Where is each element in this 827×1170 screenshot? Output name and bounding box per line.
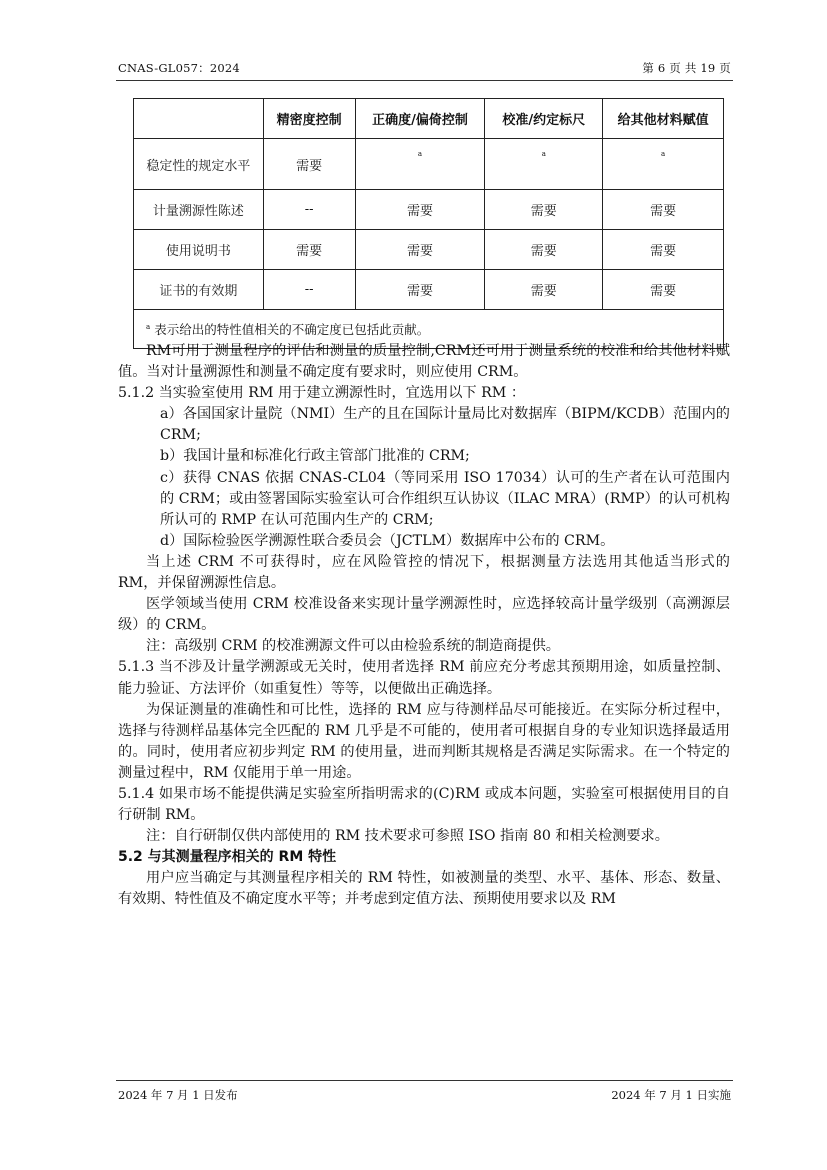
col-header-precision: 精密度控制: [263, 99, 355, 139]
row-label: 证书的有效期: [134, 270, 264, 310]
paragraph: RM可用于测量程序的评估和测量的质量控制,CRM还可用于测量系统的校准和给其他材料赋值。当对计量溯源性和测量不确定度有要求时，则应使用 CRM。: [118, 343, 730, 381]
footnote-text: 表示给出的特性值相关的不确定度已包括此贡献。: [154, 322, 430, 337]
table-cell: 需要: [603, 230, 724, 270]
table-cell: 需要: [355, 230, 485, 270]
header-doc-id: CNAS-GL057：2024: [118, 61, 240, 75]
table-cell: 需要: [603, 190, 724, 230]
clause-5-1-2: 5.1.2 当实验室使用 RM 用于建立溯源性时，宜选用以下 RM ：: [118, 385, 526, 402]
footer-rule: [116, 1080, 733, 1081]
table-cell: --: [263, 190, 355, 230]
footnote-mark-cell: a: [603, 139, 724, 190]
paragraph: 为保证测量的准确性和可比性，选择的 RM 应与待测样品尽可能接近。在实际分析过程中，选择与待测样品基体完全匹配的 RM 几乎是不可能的，使用者可根据自身的专业知识选择最适用的。同时，使用者应初步判定 RM 的使用量，进而判断其规格是否满足实际需求。在一个特定的测量过程中，RM 仅能用于单一用途。: [118, 701, 730, 781]
table-row: [134, 230, 724, 270]
header-page-number: 第 6 页 共 19 页: [642, 61, 731, 75]
table-cell: 需要: [355, 270, 485, 310]
footnote-mark-cell: a: [355, 139, 485, 190]
row-label: 计量溯源性陈述: [134, 190, 264, 230]
list-item-a: a）各国国家计量院（NMI）生产的且在国际计量局比对数据库（BIPM/KCDB）范围内的 CRM;: [160, 406, 730, 444]
rm-requirements-table: [133, 98, 724, 349]
table-cell: 需要: [355, 190, 485, 230]
paragraph: 当上述 CRM 不可获得时，应在风险管控的情况下，根据测量方法选用其他适当形式的 RM，并保留溯源性信息。: [118, 553, 730, 592]
table-corner-cell: [134, 99, 264, 139]
col-header-trueness: 正确度/偏倚控制: [355, 99, 485, 139]
clause-5-1-3: 5.1.3 当不涉及计量学溯源或无关时，使用者选择 RM 前应充分考虑其预期用途，如质量控制、能力验证、方法评价（如重复性）等等，以便做出正确选择。: [118, 659, 730, 697]
table-cell: 需要: [485, 190, 603, 230]
table-cell: 需要: [485, 230, 603, 270]
list-item-c: c）获得 CNAS 依据 CNAS-CL04（等同采用 ISO 17034）认可的生产者在认可范围内的 CRM；或由签署国际实验室认可合作组织互认协议（ILAC MRA）(RMP）的认可机构所认可的 RMP 在认可范围内生产的 CRM;: [160, 469, 730, 528]
list-item-b: b）我国计量和标准化行政主管部门批准的 CRM;: [160, 448, 470, 465]
col-header-calibration: 校准/约定标尺: [485, 99, 603, 139]
col-header-value-assignment: 给其他材料赋值: [603, 99, 724, 139]
footer-effective-date: 2024 年 7 月 1 日实施: [611, 1088, 731, 1102]
table-header-row: [134, 99, 724, 139]
table-row: [134, 190, 724, 230]
row-label: 使用说明书: [134, 230, 264, 270]
table-cell: 需要: [485, 270, 603, 310]
footer-issued-date: 2024 年 7 月 1 日发布: [118, 1088, 238, 1102]
paragraph: 医学领域当使用 CRM 校准设备来实现计量学溯源性时，应选择较高计量学级别（高溯源层级）的 CRM。: [118, 596, 730, 634]
footnote-mark: a: [146, 322, 151, 331]
table-cell: 需要: [603, 270, 724, 310]
header-rule: [116, 80, 733, 81]
table-row: [134, 139, 724, 190]
note: 注：自行研制仅供内部使用的 RM 技术要求可参照 ISO 指南 80 和相关检测要求。: [146, 828, 669, 845]
table-row: [134, 270, 724, 310]
paragraph: 用户应当确定与其测量程序相关的 RM 特性，如被测量的类型、水平、基体、形态、数量、有效期、特性值及不确定度水平等；并考虑到定值方法、预期使用要求以及 RM: [118, 870, 730, 908]
clause-5-1-4: 5.1.4 如果市场不能提供满足实验室所指明需求的(C)RM 或成本问题，实验室可根据使用目的自行研制 RM。: [118, 785, 730, 824]
row-label: 稳定性的规定水平: [134, 139, 264, 190]
list-item-d: d）国际检验医学溯源性联合委员会（JCTLM）数据库中公布的 CRM。: [160, 532, 615, 549]
note: 注：高级别 CRM 的校准溯源文件可以由检验系统的制造商提供。: [146, 638, 560, 655]
body-text: [118, 341, 730, 911]
table-cell: --: [263, 270, 355, 310]
table-cell: 需要: [263, 139, 355, 190]
footnote-mark-cell: a: [485, 139, 603, 190]
section-heading-5-2: 5.2 与其测量程序相关的 RM 特性: [118, 849, 337, 866]
table-cell: 需要: [263, 230, 355, 270]
